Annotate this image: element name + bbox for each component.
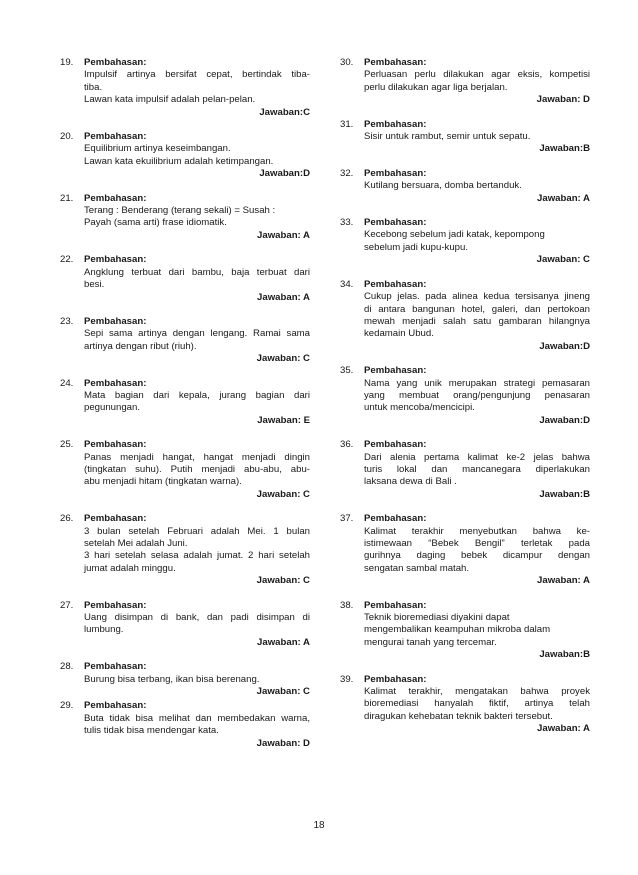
item-number: 19. <box>60 57 74 68</box>
item-number: 35. <box>340 365 354 377</box>
explanation-heading: Pembahasan: <box>364 513 427 525</box>
explanation-line: tiba. <box>84 81 103 93</box>
explanation-heading: Pembahasan: <box>84 513 147 525</box>
item-number: 33. <box>340 217 354 229</box>
right-column <box>340 57 590 748</box>
answer-explanation-item <box>340 439 590 501</box>
explanation-line: Terang : Benderang (terang sekali) = Susah : <box>84 205 276 217</box>
item-number: 21. <box>60 192 74 204</box>
item-number: 29. <box>60 700 74 712</box>
answer-explanation-item <box>60 316 310 366</box>
answer-key: Jawaban: C <box>256 353 310 365</box>
item-number: 32. <box>340 167 354 179</box>
answer-key: Jawaban: C <box>256 686 310 698</box>
item-number: 37. <box>340 513 354 525</box>
explanation-heading: Pembahasan: <box>84 192 147 204</box>
item-number: 24. <box>60 377 74 389</box>
explanation-line: 3 hari setelah selasa adalah jumat. 2 hari setelah <box>84 550 310 562</box>
answer-key: Jawaban:D <box>539 340 590 352</box>
answer-key: Jawaban: C <box>536 254 590 266</box>
answer-explanation-item <box>60 513 310 587</box>
answer-explanation-item <box>60 439 310 501</box>
answer-key: Jawaban: A <box>257 291 310 303</box>
answer-key: Jawaban: A <box>537 723 590 735</box>
explanation-heading: Pembahasan: <box>84 315 147 327</box>
explanation-line: perlu dilakukan agar liga berjalan. <box>364 81 508 93</box>
explanation-line: abu menjadi hitam (tingkatan warna). <box>84 476 242 488</box>
explanation-heading: Pembahasan: <box>364 673 427 685</box>
answer-explanation-item <box>60 700 310 750</box>
explanation-line: Sepi sama artinya dengan lengang. Ramai sama <box>84 328 310 340</box>
item-number: 26. <box>60 513 74 525</box>
item-number: 34. <box>340 278 354 290</box>
answer-key: Jawaban: D <box>256 737 310 749</box>
explanation-line: kedamain Ubud. <box>364 328 434 340</box>
item-number: 30. <box>340 57 354 68</box>
explanation-line: Buta tidak bisa melihat dan membedakan warna, <box>84 712 310 724</box>
explanation-line: di antara bangunan hotel, galeri, dan pertokoan <box>364 303 590 315</box>
explanation-line: turis lokal dan mancanegara diperlakukan <box>364 463 590 475</box>
explanation-line: Payah (sama arti) frase idiomatik. <box>84 217 227 229</box>
explanation-heading: Pembahasan: <box>364 365 427 377</box>
explanation-line: sengatan sambal matah. <box>364 562 470 574</box>
answer-explanation-item <box>340 119 590 156</box>
item-number: 25. <box>60 439 74 451</box>
explanation-line: mengurai tanah yang tercemar. <box>364 636 497 648</box>
explanation-line: Equilibrium artinya keseimbangan. <box>84 143 231 155</box>
answer-explanation-item <box>60 57 310 119</box>
explanation-line: untuk mencoba/mencicipi. <box>364 402 475 414</box>
item-number: 39. <box>340 673 354 685</box>
explanation-line: istimewaan “Bebek Bengil” terletak pada <box>364 538 590 549</box>
answer-explanation-item <box>340 279 590 353</box>
item-number: 27. <box>60 599 74 611</box>
explanation-line: lumbung. <box>84 624 124 636</box>
explanation-heading: Pembahasan: <box>364 118 427 130</box>
explanation-heading: Pembahasan: <box>84 377 147 389</box>
explanation-line: Kutilang bersuara, domba bertanduk. <box>364 180 522 192</box>
answer-key: Jawaban: E <box>257 414 310 426</box>
answer-key: Jawaban:B <box>539 488 590 500</box>
explanation-line: laksana dewa di Bali . <box>364 476 457 488</box>
explanation-heading: Pembahasan: <box>84 439 147 451</box>
explanation-line: (tingkatan suhu). Putih menjadi abu-abu, abu- <box>84 463 310 475</box>
answer-key: Jawaban:C <box>259 106 310 118</box>
answer-key: Jawaban: D <box>536 94 590 106</box>
answer-key: Jawaban:D <box>539 414 590 426</box>
item-number: 36. <box>340 439 354 451</box>
explanation-line: setelah Mei adalah Juni. <box>84 538 188 549</box>
answer-explanation-item <box>60 193 310 243</box>
answer-explanation-item <box>340 513 590 587</box>
explanation-line: Perluasan perlu dilakukan agar eksis, kompetisi <box>364 69 590 81</box>
answer-explanation-item <box>340 600 590 662</box>
item-number: 23. <box>60 315 74 327</box>
answer-explanation-item <box>60 254 310 304</box>
explanation-heading: Pembahasan: <box>364 217 427 229</box>
answer-key: Jawaban: C <box>256 575 310 587</box>
explanation-line: Sisir untuk rambut, semir untuk sepatu. <box>364 131 531 143</box>
explanation-heading: Pembahasan: <box>364 439 427 451</box>
explanation-line: mengembalikan keampuhan mikroba dalam <box>364 624 551 636</box>
answer-key: Jawaban: A <box>257 229 310 241</box>
explanation-line: besi. <box>84 279 105 291</box>
answer-explanation-item <box>340 674 590 736</box>
answer-explanation-item <box>340 365 590 427</box>
left-column <box>60 57 310 762</box>
explanation-heading: Pembahasan: <box>364 278 427 290</box>
explanation-line: yang membuat orang/pengunjung penasaran <box>364 389 590 401</box>
explanation-line: tulis tidak bisa mendengar kata. <box>84 725 219 737</box>
explanation-heading: Pembahasan: <box>84 131 147 143</box>
explanation-line: mewah menjadi salah satu gambaran hilangnya <box>364 315 590 327</box>
explanation-line: Impulsif artinya bersifat cepat, bertindak tiba- <box>84 69 310 81</box>
explanation-line: Kecebong sebelum jadi katak, kepompong <box>364 229 545 241</box>
explanation-line: Angklung terbuat dari bambu, baja terbuat dari <box>84 266 310 278</box>
answer-key: Jawaban: A <box>257 636 310 648</box>
explanation-line: Uang disimpan di bank, dan padi disimpan di <box>84 612 310 624</box>
explanation-line: Lawan kata impulsif adalah pelan-pelan. <box>84 94 256 106</box>
explanation-line: Panas menjadi hangat, hangat menjadi dingin <box>84 451 310 463</box>
explanation-line: sebelum jadi kupu-kupu. <box>364 241 468 253</box>
explanation-heading: Pembahasan: <box>364 167 427 179</box>
explanation-heading: Pembahasan: <box>84 57 147 68</box>
explanation-line: Cukup jelas. pada alinea kedua tersisanya jineng <box>364 291 590 303</box>
explanation-heading: Pembahasan: <box>84 661 147 673</box>
answer-explanation-item <box>60 131 310 181</box>
item-number: 22. <box>60 254 74 266</box>
explanation-line: Lawan kata ekuilibrium adalah ketimpangan. <box>84 155 274 167</box>
page-number: 18 <box>313 820 325 831</box>
answer-key: Jawaban: C <box>256 488 310 500</box>
explanation-line: artinya dengan ribut (riuh). <box>84 340 197 352</box>
explanation-line: Kalimat terakhir menyebutkan bahwa ke- <box>364 525 590 537</box>
explanation-heading: Pembahasan: <box>84 599 147 611</box>
item-number: 38. <box>340 599 354 611</box>
explanation-line: pegunungan. <box>84 402 141 414</box>
explanation-line: Kalimat terakhir, mengatakan bahwa proyek <box>364 686 590 698</box>
answer-explanation-item <box>60 378 310 428</box>
answer-key: Jawaban: A <box>537 575 590 587</box>
explanation-line: diragukan kehebatan teknik bakteri tersebut. <box>364 710 553 722</box>
answer-key: Jawaban:B <box>539 649 590 661</box>
explanation-heading: Pembahasan: <box>84 700 147 712</box>
answer-key: Jawaban:D <box>259 168 310 180</box>
explanation-line: 3 bulan setelah Februari adalah Mei. 1 bulan <box>84 525 310 537</box>
explanation-line: gurihnya daging bebek dicampur dengan <box>364 550 590 562</box>
explanation-heading: Pembahasan: <box>364 57 427 68</box>
item-number: 20. <box>60 131 74 143</box>
answer-explanation-item <box>340 57 590 107</box>
explanation-heading: Pembahasan: <box>84 254 147 266</box>
explanation-line: Burung bisa terbang, ikan bisa berenang. <box>84 673 260 685</box>
explanation-line: Mata bagian dari kepala, jurang bagian dari <box>84 389 310 401</box>
answer-key: Jawaban:B <box>539 143 590 155</box>
explanation-line: bioremediasi hanyalah fiktif, artinya telah <box>364 698 590 710</box>
explanation-heading: Pembahasan: <box>364 599 427 611</box>
answer-explanation-item <box>340 217 590 267</box>
explanation-line: jumat adalah minggu. <box>84 562 176 574</box>
explanation-line: Nama yang unik merupakan strategi pemasaran <box>364 377 590 389</box>
answer-explanation-item <box>60 661 310 698</box>
item-number: 31. <box>340 118 354 130</box>
item-number: 28. <box>60 661 74 673</box>
explanation-line: Dari alenia pertama kalimat ke-2 jelas bahwa <box>364 451 590 463</box>
answer-explanation-item <box>60 600 310 650</box>
answer-explanation-item <box>340 168 590 205</box>
answer-key: Jawaban: A <box>537 192 590 204</box>
explanation-line: Teknik bioremediasi diyakini dapat <box>364 612 510 624</box>
